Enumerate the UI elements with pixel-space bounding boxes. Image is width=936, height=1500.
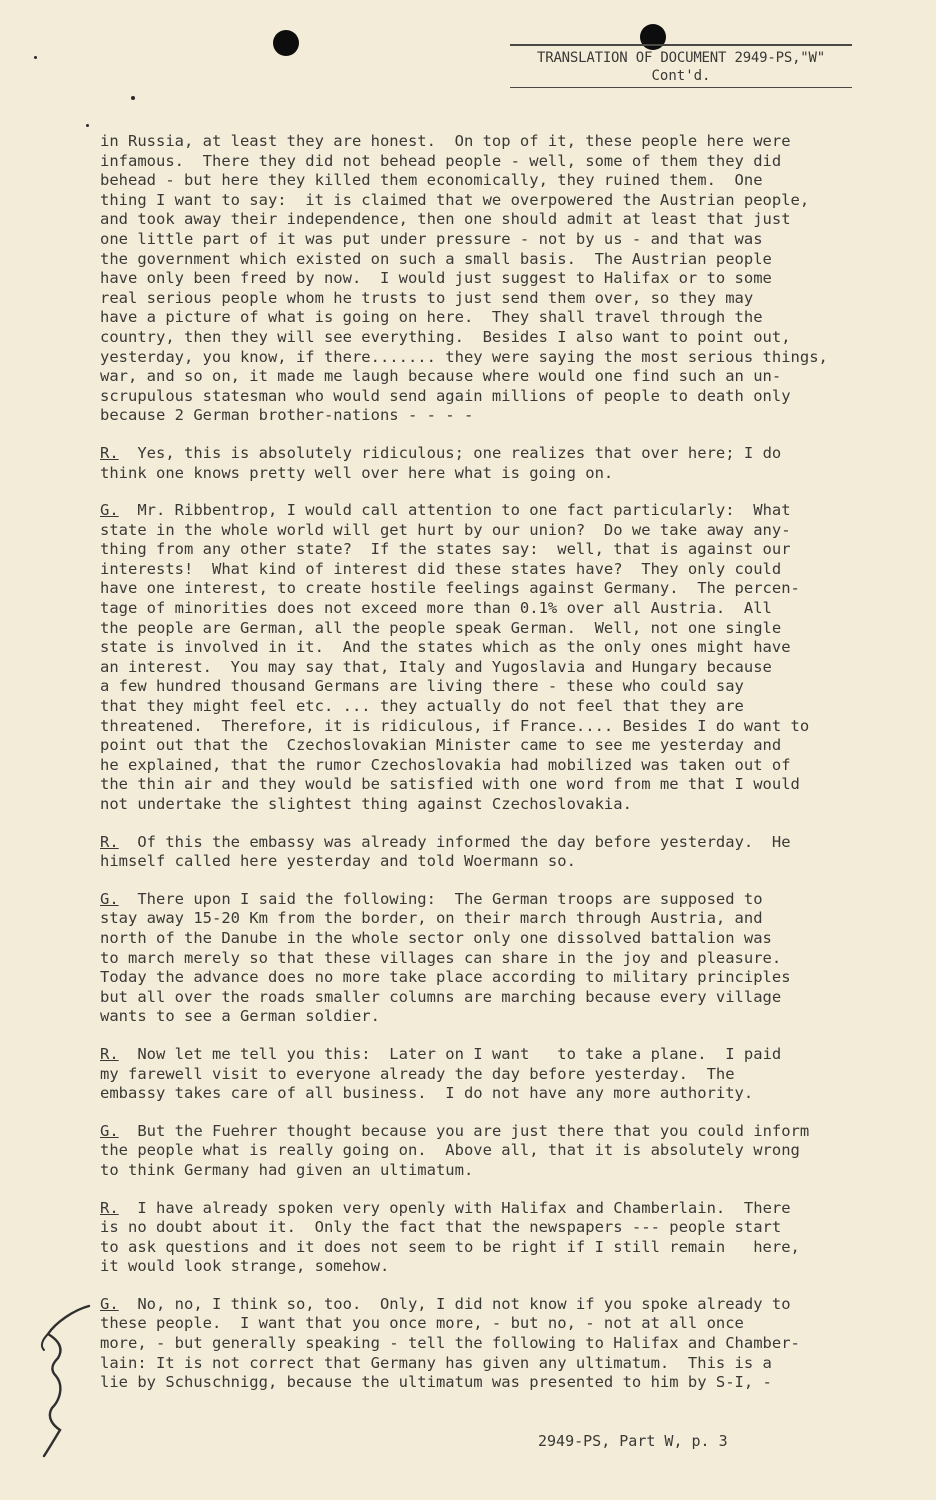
text-line: in Russia, at least they are honest. On top of it, these people here were <box>100 132 791 150</box>
text-line: is no doubt about it. Only the fact that the newspapers --- people start <box>100 1218 782 1237</box>
text-line: it would look strange, somehow. <box>100 1257 390 1276</box>
speaker-label: R. <box>100 832 119 851</box>
text-line: threatened. Therefore, it is ridiculous, if France.... Besides I do want to <box>100 716 810 735</box>
paragraph-continued <box>100 132 860 426</box>
header-title: TRANSLATION OF DOCUMENT 2949-PS,"W" <box>536 49 825 66</box>
text-line: state in the whole world will get hurt by our union? Do we take away any- <box>100 520 791 539</box>
text-line: the thin air and they would be satisfied with one word from me that I would <box>100 775 800 794</box>
text-line: No, no, I think so, too. Only, I did not know if you spoke already to <box>118 1294 791 1313</box>
stray-mark <box>34 56 37 59</box>
text-line: infamous. There they did not behead people - well, some of them they did <box>100 151 782 170</box>
text-line: think one knows pretty well over here what is going on. <box>100 463 614 482</box>
text-line: an interest. You may say that, Italy and Yugoslavia and Hungary because <box>100 657 772 676</box>
text-line: country, then they will see everything. Besides I also want to point out, <box>100 327 791 346</box>
text-line: one little part of it was put under pressure - not by us - and that was <box>100 229 763 248</box>
text-line: lain: It is not correct that Germany has given any ultimatum. This is a <box>100 1353 772 1372</box>
text-line: because 2 German brother-nations - - - - <box>100 406 474 425</box>
text-line: these people. I want that you once more, - but no, - not at all once <box>100 1314 744 1333</box>
text-line: Of this the embassy was already informed the day before yesterday. He <box>118 832 791 851</box>
text-line: have one interest, to create hostile feelings against Germany. The percen- <box>100 579 800 598</box>
text-line: himself called here yesterday and told Woermann so. <box>100 852 576 871</box>
text-line: to march merely so that these villages can share in the joy and pleasure. <box>100 948 782 967</box>
speaker-label: G. <box>100 889 119 908</box>
header-bottom-rule <box>510 87 852 89</box>
text-line: lie by Schuschnigg, because the ultimatum was presented to him by S-I, - <box>100 1373 772 1392</box>
text-line: more, - but generally speaking - tell the following to Halifax and Chamber- <box>100 1334 800 1353</box>
text-line: but all over the roads smaller columns are marching because every village <box>100 987 782 1006</box>
text-line: Mr. Ribbentrop, I would call attention to one fact particularly: What <box>118 501 791 520</box>
text-line: state is involved in it. And the states which as the only ones might have <box>100 638 791 657</box>
text-line: have only been freed by now. I would just suggest to Halifax or to some <box>100 269 772 288</box>
stray-mark <box>86 124 89 127</box>
text-line: yesterday, you know, if there....... they were saying the most serious things, <box>100 347 828 366</box>
page-footer: 2949-PS, Part W, p. 3 <box>538 1432 728 1450</box>
transcript-body <box>100 132 860 1411</box>
text-line: scrupulous statesman who would send again millions of people to death only <box>100 386 791 405</box>
paragraph-goering <box>100 1122 860 1181</box>
paragraph-ribbentrop <box>100 444 860 483</box>
text-line: embassy takes care of all business. I do not have any more authority. <box>100 1084 754 1103</box>
speaker-label: R. <box>100 1044 119 1063</box>
handwritten-margin-mark-icon <box>34 1300 94 1460</box>
text-line: to ask questions and it does not seem to be right if I still remain here, <box>100 1237 800 1256</box>
text-line: Today the advance does no more take place according to military principles <box>100 968 791 987</box>
text-line: have a picture of what is going on here. They shall travel through the <box>100 308 763 327</box>
paragraph-goering <box>100 1295 860 1393</box>
speaker-label: G. <box>100 1294 119 1313</box>
text-line: he explained, that the rumor Czechoslovakia had mobilized was taken out of <box>100 755 791 774</box>
document-header <box>510 44 852 88</box>
paragraph-goering <box>100 890 860 1027</box>
text-line: my farewell visit to everyone already the day before yesterday. The <box>100 1064 735 1083</box>
text-line: and took away their independence, then one should admit at least that just <box>100 210 791 229</box>
text-line: behead - but here they killed them economically, they ruined them. One <box>100 171 763 190</box>
punch-hole-top-left <box>273 30 299 56</box>
text-line: point out that the Czechoslovakian Minister came to see me yesterday and <box>100 736 782 755</box>
text-line: thing from any other state? If the states say: well, that is against our <box>100 540 791 559</box>
text-line: real serious people whom he trusts to just send them over, so they may <box>100 288 754 307</box>
text-line: to think Germany had given an ultimatum. <box>100 1160 474 1179</box>
text-line: north of the Danube in the whole sector only one dissolved battalion was <box>100 928 772 947</box>
paragraph-ribbentrop <box>100 1199 860 1277</box>
text-line: war, and so on, it made me laugh because where would one find such an un- <box>100 367 782 386</box>
header-contd: Cont'd. <box>651 67 711 84</box>
paragraph-goering <box>100 501 860 815</box>
speaker-label: G. <box>100 1121 119 1140</box>
speaker-label: R. <box>100 443 119 462</box>
text-line: I have already spoken very openly with Halifax and Chamberlain. There <box>118 1198 791 1217</box>
text-line: But the Fuehrer thought because you are just there that you could inform <box>118 1121 810 1140</box>
text-line: not undertake the slightest thing against Czechoslovakia. <box>100 795 632 813</box>
text-line: the government which existed on such a small basis. The Austrian people <box>100 249 772 268</box>
text-line: There upon I said the following: The German troops are supposed to <box>118 889 763 908</box>
stray-mark <box>131 96 135 100</box>
paragraph-ribbentrop <box>100 1045 860 1104</box>
text-line: that they might feel etc. ... they actually do not feel that they are <box>100 697 744 716</box>
text-line: Now let me tell you this: Later on I want to take a plane. I paid <box>118 1044 782 1063</box>
text-line: tage of minorities does not exceed more than 0.1% over all Austria. All <box>100 599 772 618</box>
text-line: stay away 15-20 Km from the border, on their march through Austria, and <box>100 909 763 928</box>
speaker-label: R. <box>100 1198 119 1217</box>
text-line: thing I want to say: it is claimed that we overpowered the Austrian people, <box>100 190 810 209</box>
text-line: interests! What kind of interest did these states have? They only could <box>100 559 782 578</box>
text-line: the people are German, all the people speak German. Well, not one single <box>100 618 782 637</box>
text-line: the people what is really going on. Above all, that it is absolutely wrong <box>100 1141 800 1160</box>
paragraph-ribbentrop <box>100 833 860 872</box>
text-line: a few hundred thousand Germans are living there - these who could say <box>100 677 744 696</box>
text-line: wants to see a German soldier. <box>100 1007 380 1026</box>
speaker-label: G. <box>100 501 119 520</box>
text-line: Yes, this is absolutely ridiculous; one realizes that over here; I do <box>118 443 782 462</box>
